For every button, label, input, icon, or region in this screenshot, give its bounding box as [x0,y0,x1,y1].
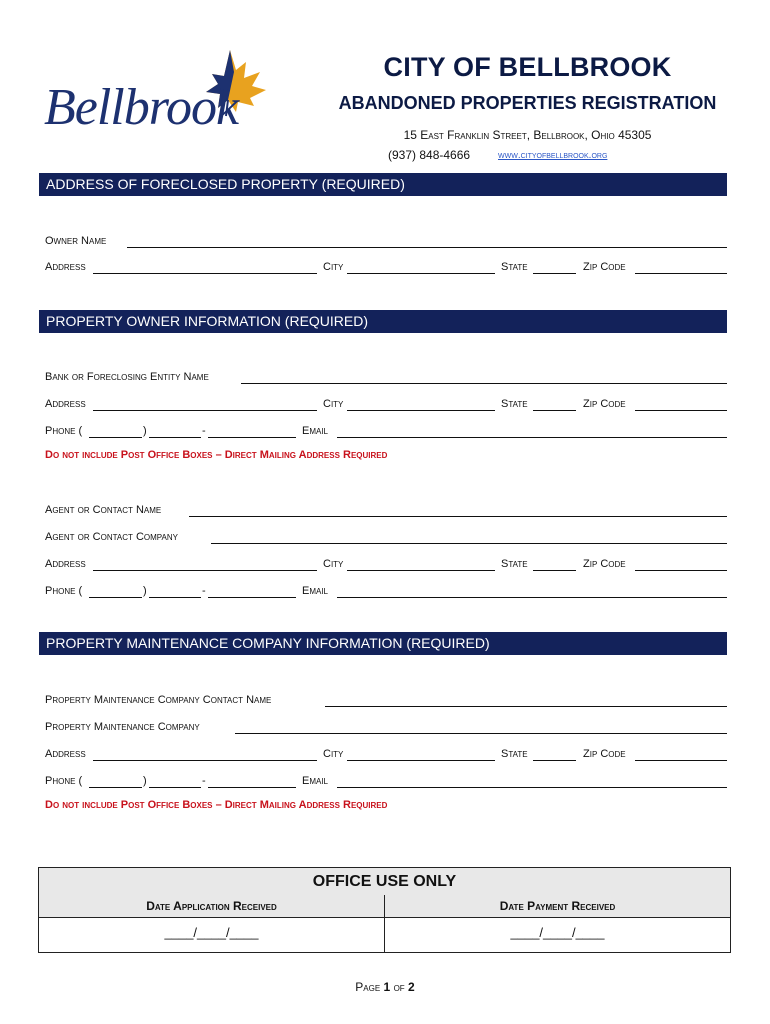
zip-field[interactable] [635,570,727,571]
of-word: of [393,980,405,994]
po-box-notice: Do not include Post Office Boxes – Direct Mailing Address Required [45,449,388,461]
zip-field[interactable] [635,273,727,274]
city-field[interactable] [347,760,495,761]
city-address: 15 East Franklin Street, Bellbrook, Ohio 45305 [403,128,652,142]
section-owner-header: PROPERTY OWNER INFORMATION (REQUIRED) [39,310,727,333]
email-field[interactable] [337,437,727,438]
phone-dash: - [202,585,206,597]
owner-name-field[interactable] [127,247,727,248]
phone-dash: - [202,425,206,437]
email-field[interactable] [337,787,727,788]
phone-prefix-field[interactable] [149,437,201,438]
office-use-table [38,867,731,953]
city-label: City [323,748,344,760]
bellbrook-logo [40,42,330,152]
state-label: State [501,558,528,570]
agent-name-row [45,503,727,519]
owner-address-row [45,397,727,413]
city-label: City [323,261,344,273]
address-label: Address [45,558,86,570]
phone-line-field[interactable] [208,787,296,788]
pm-contact-label: Property Maintenance Company Contact Name [45,694,272,706]
city-label: City [323,398,344,410]
email-label: Email [302,585,329,597]
date-application-header: Date Application Received [39,895,384,918]
pm-company-label: Property Maintenance Company [45,721,200,733]
phone-dash: - [202,775,206,787]
email-field[interactable] [337,597,727,598]
state-label: State [501,261,528,273]
state-field[interactable] [533,570,576,571]
owner-name-row [45,234,727,250]
phone-prefix-field[interactable] [149,597,201,598]
agent-name-label: Agent or Contact Name [45,504,162,516]
phone-area-field[interactable] [89,597,142,598]
pm-contact-field[interactable] [325,706,727,707]
phone-area-field[interactable] [89,787,142,788]
section-foreclosed-header: ADDRESS OF FORECLOSED PROPERTY (REQUIRED) [39,173,727,196]
state-label: State [501,748,528,760]
page-number [0,980,770,994]
office-use-title: OFFICE USE ONLY [39,868,730,896]
pm-company-row [45,720,727,736]
email-label: Email [302,775,329,787]
address-label: Address [45,261,86,273]
address-field[interactable] [93,273,317,274]
zip-field[interactable] [635,760,727,761]
phone-paren: ) [143,585,147,597]
agent-phone-row [45,584,727,600]
city-phone: (937) 848-4666 [388,148,471,162]
zip-label: Zip Code [583,748,626,760]
page-current: 1 [383,980,391,994]
bank-name-field[interactable] [241,383,727,384]
state-label: State [501,398,528,410]
address-field[interactable] [93,760,317,761]
phone-label: Phone ( [45,775,83,787]
section-maintenance-header: PROPERTY MAINTENANCE COMPANY INFORMATION (REQUIRED) [39,632,727,655]
phone-line-field[interactable] [208,437,296,438]
agent-address-row [45,557,727,573]
phone-line-field[interactable] [208,597,296,598]
date-payment-value[interactable]: ____/____/____ [510,925,605,940]
phone-area-field[interactable] [89,437,142,438]
state-field[interactable] [533,273,576,274]
phone-paren: ) [143,425,147,437]
page-word: Page [355,980,381,994]
zip-label: Zip Code [583,398,626,410]
email-label: Email [302,425,329,437]
date-payment-cell [385,895,730,952]
date-application-cell [39,895,385,952]
pm-company-field[interactable] [235,733,727,734]
date-application-value[interactable]: ____/____/____ [164,925,259,940]
phone-label: Phone ( [45,425,83,437]
city-label: City [323,558,344,570]
city-field[interactable] [347,273,495,274]
city-field[interactable] [347,410,495,411]
phone-prefix-field[interactable] [149,787,201,788]
city-title: CITY OF BELLBROOK [383,52,672,82]
pm-phone-row [45,774,727,790]
zip-label: Zip Code [583,261,626,273]
state-field[interactable] [533,760,576,761]
agent-company-label: Agent or Contact Company [45,531,178,543]
address-field[interactable] [93,410,317,411]
phone-label: Phone ( [45,585,83,597]
address-row [45,260,727,276]
owner-phone-row [45,424,727,440]
city-field[interactable] [347,570,495,571]
date-payment-header: Date Payment Received [385,895,730,918]
phone-paren: ) [143,775,147,787]
address-label: Address [45,398,86,410]
city-website-link[interactable]: www.cityofbellbrook.org [498,150,608,161]
owner-name-label: Owner Name [45,235,107,247]
form-title: ABANDONED PROPERTIES REGISTRATION [338,93,717,113]
state-field[interactable] [533,410,576,411]
logo-wordmark: Bellbrook [44,79,239,136]
page-total: 2 [408,980,415,994]
po-box-notice: Do not include Post Office Boxes – Direct Mailing Address Required [45,799,388,811]
agent-name-field[interactable] [189,516,727,517]
pm-contact-row [45,693,727,709]
address-label: Address [45,748,86,760]
bank-name-label: Bank or Foreclosing Entity Name [45,371,209,383]
zip-field[interactable] [635,410,727,411]
bank-name-row [45,370,727,386]
address-field[interactable] [93,570,317,571]
agent-company-field[interactable] [211,543,727,544]
zip-label: Zip Code [583,558,626,570]
agent-company-row [45,530,727,546]
pm-address-row [45,747,727,763]
